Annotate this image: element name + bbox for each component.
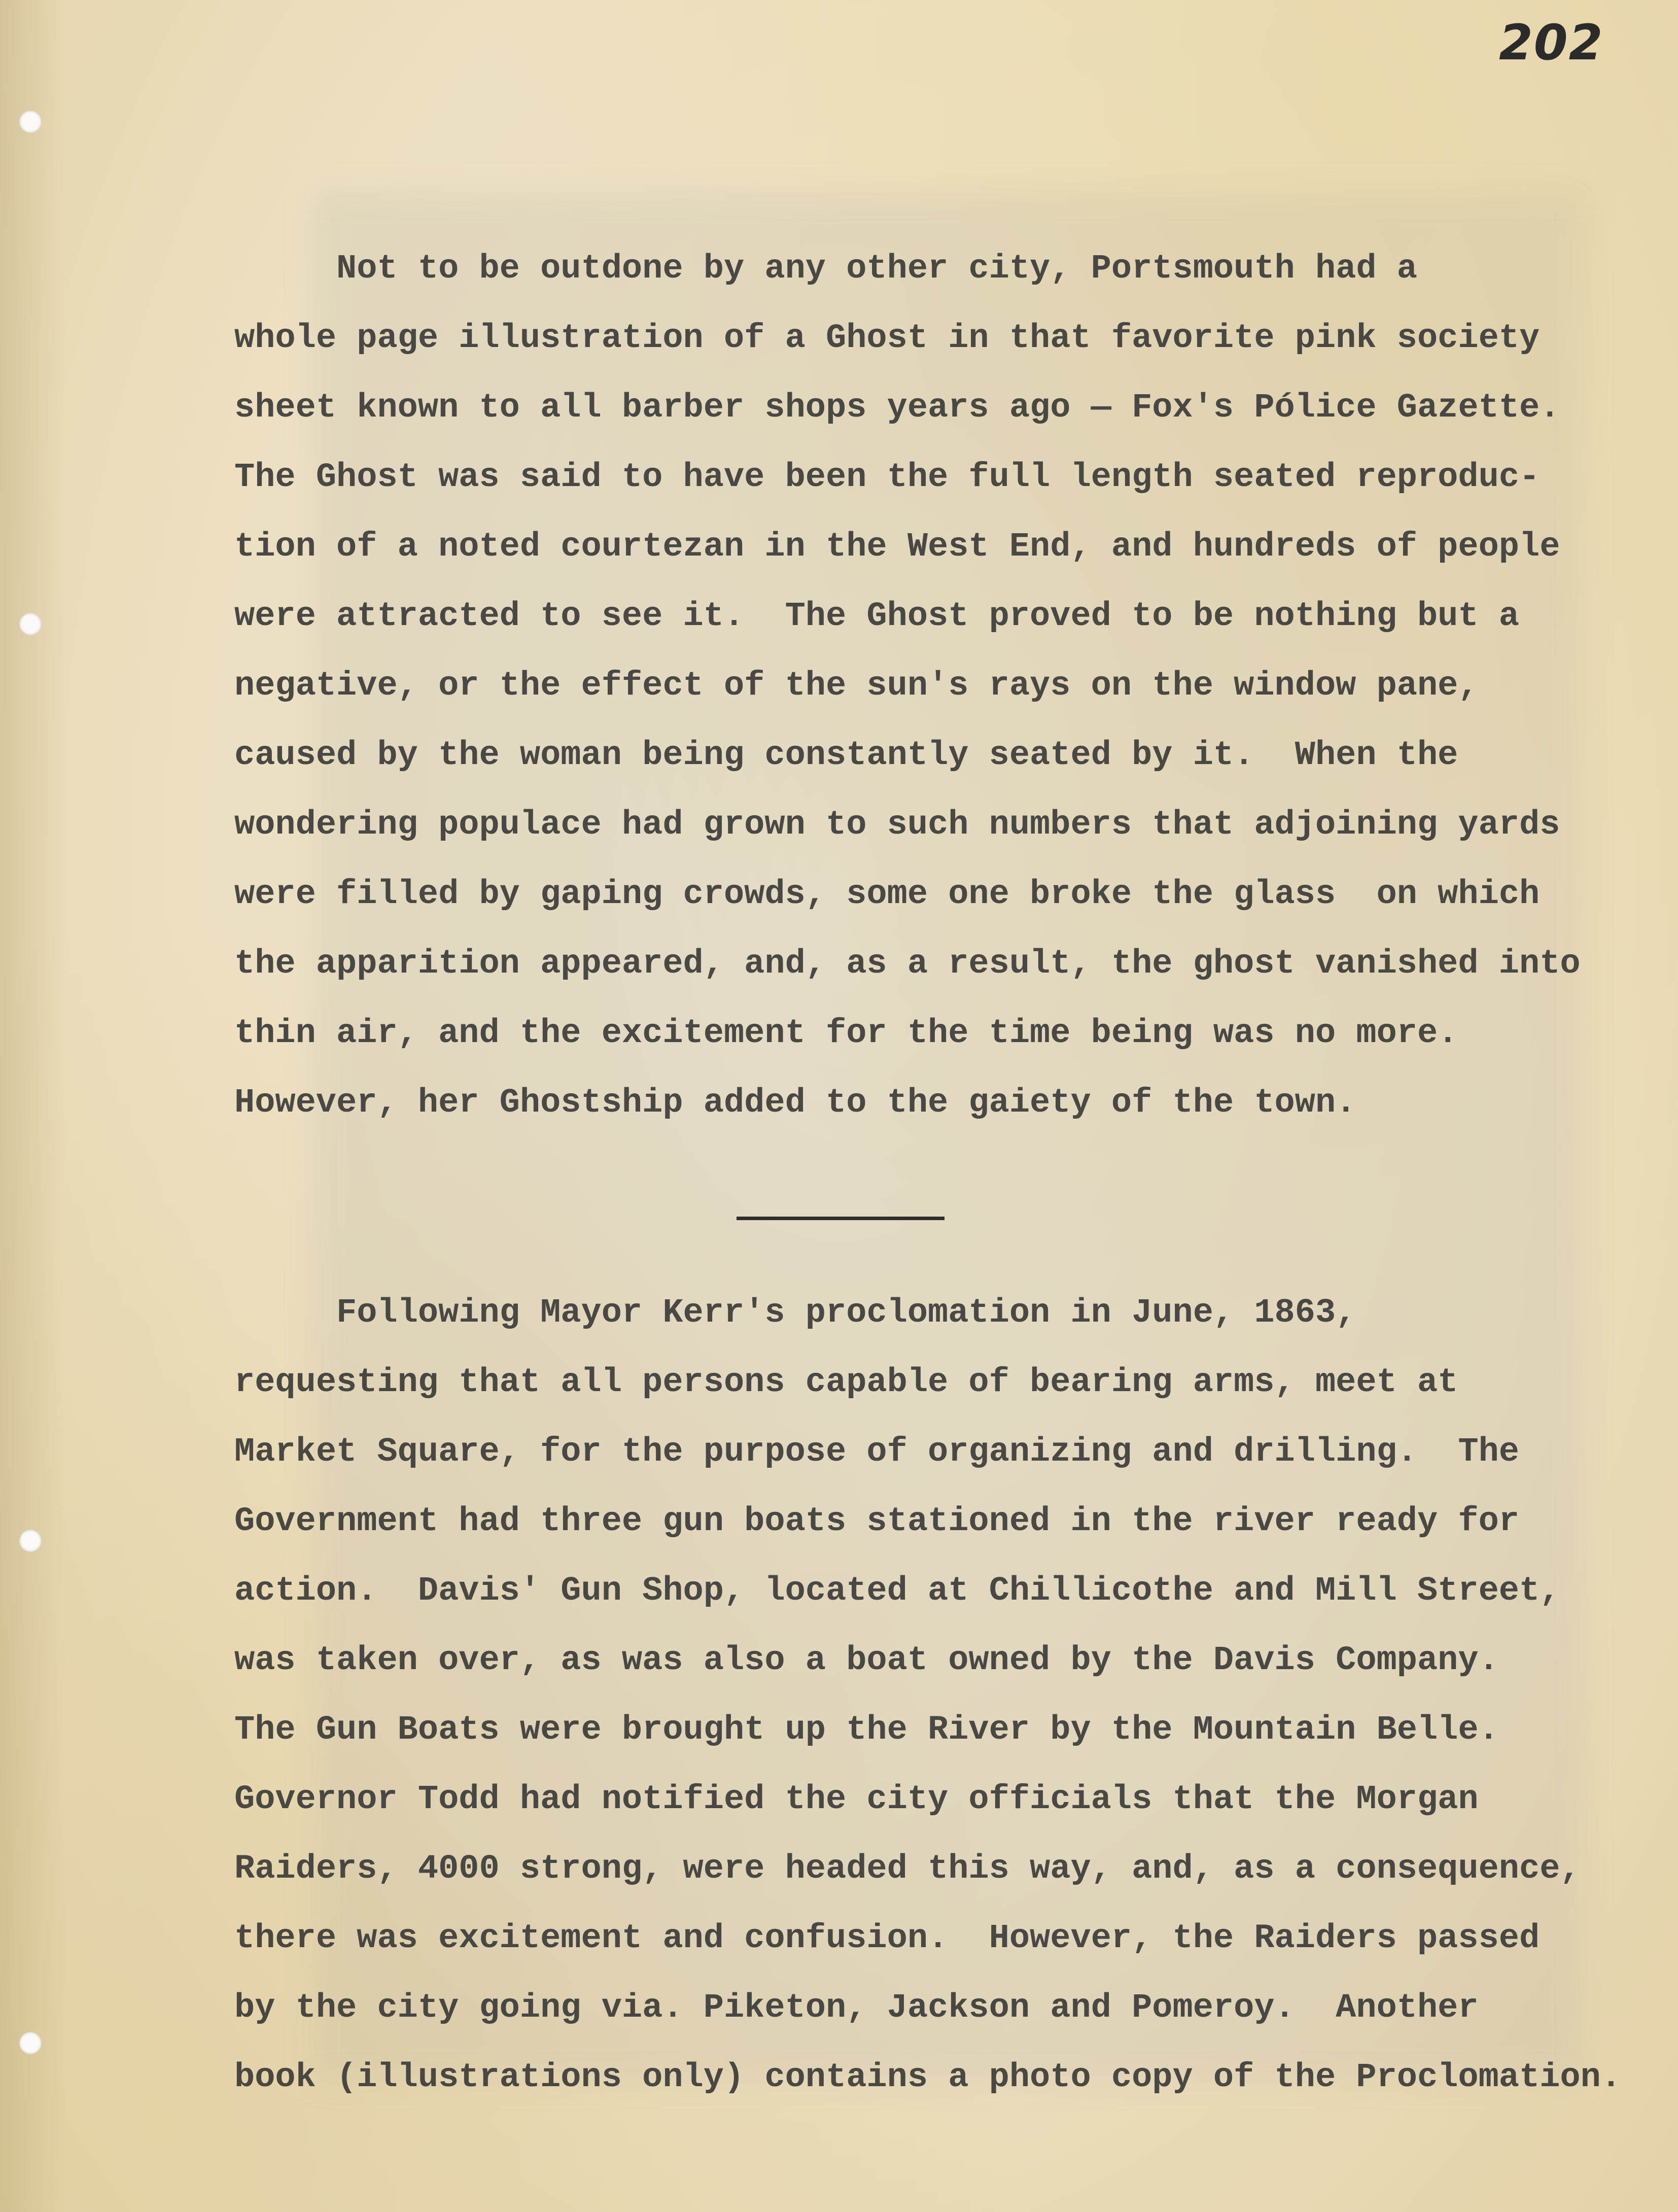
text-line: whole page illustration of a Ghost in that favorite pink society (234, 319, 1540, 358)
page-number: 202 (1499, 14, 1604, 71)
text-line: Raiders, 4000 strong, were headed this way, and, as a consequence, (234, 1850, 1581, 1888)
punch-hole (19, 1530, 42, 1552)
punch-hole (19, 111, 42, 133)
text-line: The Gun Boats were brought up the River by the Mountain Belle. (234, 1711, 1499, 1749)
paragraph-ghost-story (234, 234, 1584, 1138)
text-line: Government had three gun boats stationed in the river ready for (234, 1502, 1520, 1541)
text-line: book (illustrations only) contains a photo copy of the Proclomation. (234, 2058, 1622, 2097)
paper-edge-shading (0, 0, 66, 2212)
text-line: action. Davis' Gun Shop, located at Chillicothe and Mill Street, (234, 1572, 1560, 1610)
text-line: Following Mayor Kerr's proclomation in June, 1863, (234, 1294, 1356, 1332)
text-line: was taken over, as was also a boat owned by the Davis Company. (234, 1641, 1499, 1680)
punch-hole (19, 613, 42, 635)
text-line: were attracted to see it. The Ghost proved to be nothing but a (234, 597, 1520, 636)
text-line: tion of a noted courtezan in the West End, and hundreds of people (234, 528, 1560, 566)
text-line: by the city going via. Piketon, Jackson and Pomeroy. Another (234, 1989, 1479, 2027)
text-line: the apparition appeared, and, as a result, the ghost vanished into (234, 945, 1581, 983)
text-line: thin air, and the excitement for the time being was no more. (234, 1014, 1458, 1053)
text-line: negative, or the effect of the sun's rays on the window pane, (234, 667, 1479, 705)
text-line: were filled by gaping crowds, some one broke the glass on which (234, 875, 1540, 914)
text-line: there was excitement and confusion. However, the Raiders passed (234, 1919, 1540, 1958)
text-line: Market Square, for the purpose of organizing and drilling. The (234, 1433, 1520, 1471)
paragraph-morgan-raiders (234, 1278, 1622, 2113)
text-line: However, her Ghostship added to the gaiety of the town. (234, 1084, 1356, 1122)
text-line: requesting that all persons capable of bearing arms, meet at (234, 1363, 1458, 1402)
text-line: caused by the woman being constantly seated by it. When the (234, 736, 1458, 775)
text-line: The Ghost was said to have been the full length seated reproduc- (234, 458, 1540, 497)
text-line: wondering populace had grown to such numbers that adjoining yards (234, 806, 1560, 844)
punch-hole (19, 2032, 42, 2054)
section-divider (737, 1217, 945, 1220)
text-line: Governor Todd had notified the city officials that the Morgan (234, 1780, 1479, 1819)
text-line: Not to be outdone by any other city, Portsmouth had a (234, 250, 1417, 288)
text-line: sheet known to all barber shops years ago — Fox's Pólice Gazette. (234, 389, 1560, 427)
